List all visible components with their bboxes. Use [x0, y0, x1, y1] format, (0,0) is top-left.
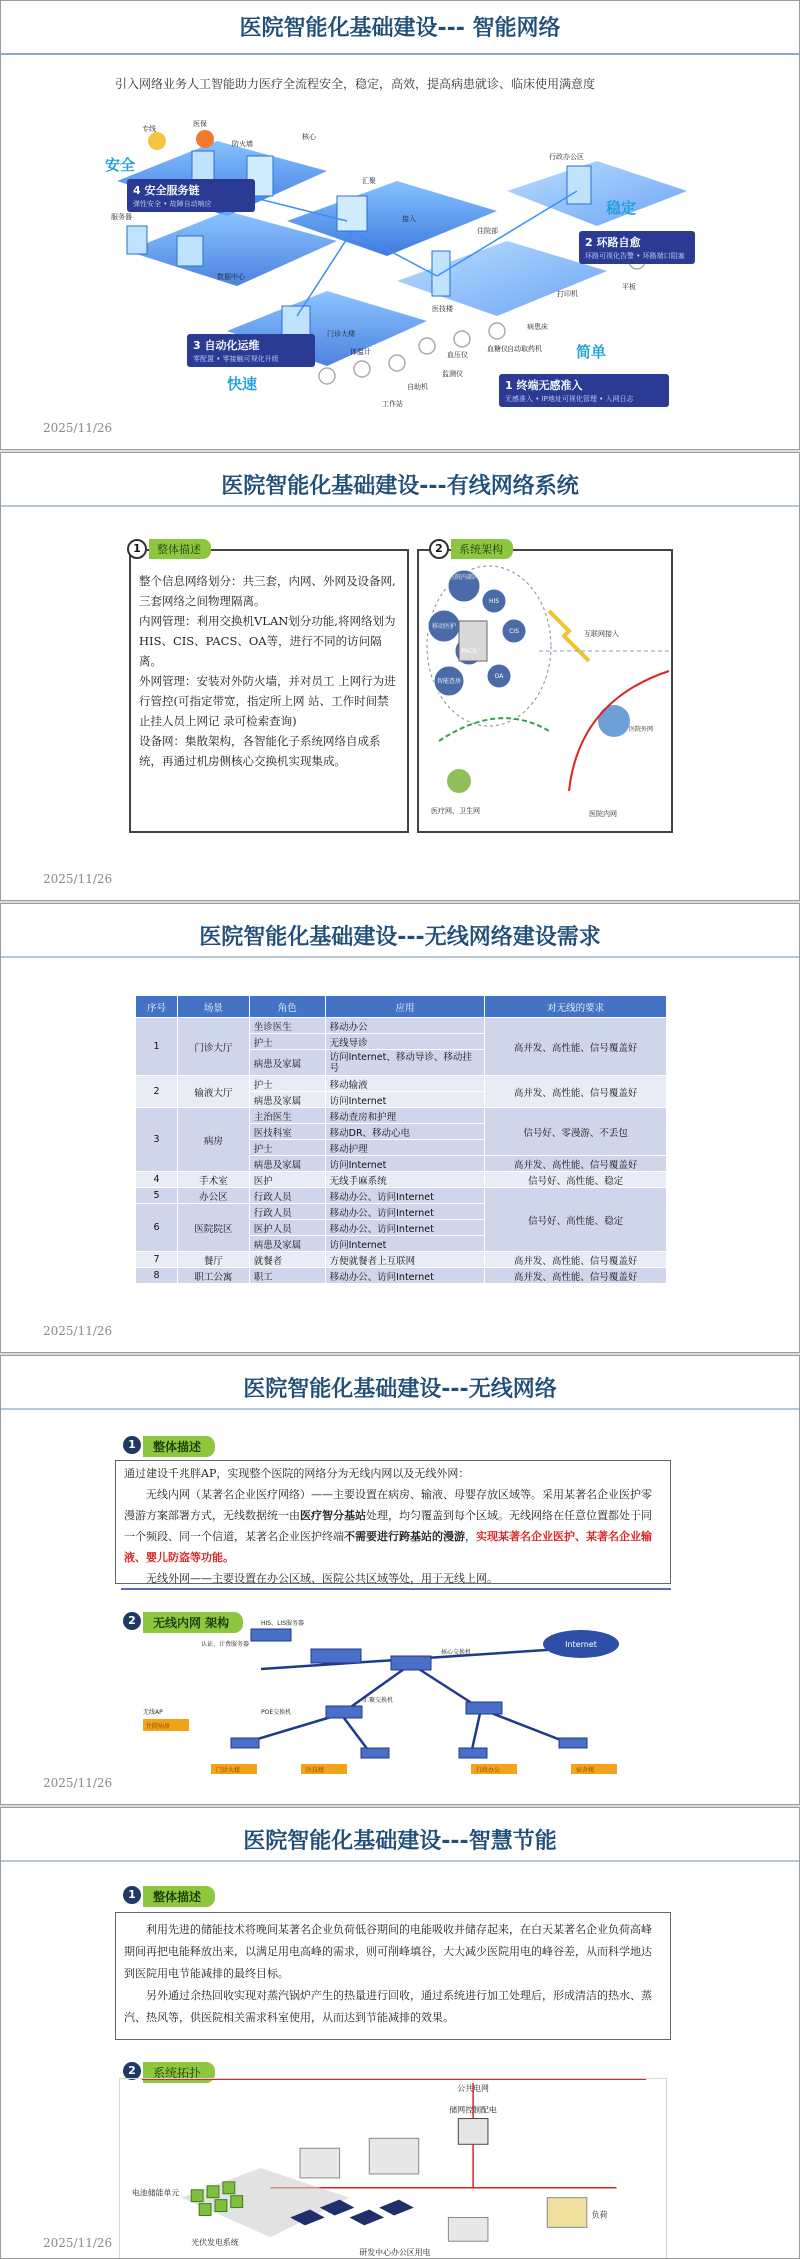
node-label: 移动医护	[431, 623, 457, 630]
table-header-row	[136, 996, 667, 1018]
paragraph: 内网管理：利用交换机VLAN划分功能,将网络划为HIS、CIS、PACS、OA等，进行不同的访问隔离。	[139, 614, 396, 668]
card-sub: 弹性安全 • 故障自动响应	[133, 200, 212, 208]
cell-scene: 病房	[177, 1108, 249, 1172]
card-loop-self-heal	[579, 231, 695, 264]
title-divider	[1, 505, 799, 507]
cell-role: 护士	[249, 1076, 325, 1092]
energy-topology-diagram	[119, 2078, 667, 2259]
intro-text: 引入网络业务人工智能助力医疗全流程安全，稳定，高效，提高病患就诊、临床使用满意度	[115, 77, 596, 91]
cell-app: 移动办公	[325, 1018, 485, 1034]
slide-title: 医院智能化基础建设---无线网络	[243, 1377, 557, 1402]
slide-date: 2025/11/26	[43, 1776, 113, 1790]
cell-no: 1	[136, 1018, 178, 1076]
card-title: 4 安全服务链	[133, 184, 200, 197]
node-label: 病患床	[527, 323, 548, 331]
cell-app: 方便就餐者上互联网	[325, 1252, 485, 1268]
node-label: 负荷	[591, 2210, 608, 2220]
table-row	[136, 1108, 667, 1124]
cell-app: 访问Internet、移动导诊、移动挂号	[325, 1050, 485, 1076]
node-label: 核心交换机	[441, 1649, 472, 1656]
cell-scene: 输液大厅	[177, 1076, 249, 1108]
cell-no: 7	[136, 1252, 178, 1268]
cell-no: 2	[136, 1076, 178, 1108]
cell-role: 医护	[249, 1172, 325, 1188]
node-label: 医疗网、卫生网	[431, 807, 480, 815]
node-label: 医院内部网	[448, 574, 480, 581]
node-label: 光伏发电系统	[191, 2238, 239, 2248]
card-auto-ops	[187, 334, 315, 367]
section-label: 整体描述	[143, 1436, 215, 1457]
node-label: HIS、LIS服务器	[261, 1620, 305, 1627]
section-number: 1	[123, 1886, 141, 1904]
divider-line	[121, 1588, 671, 1590]
slide-title: 医院智能化基础建设---有线网络系统	[221, 474, 579, 499]
table-row	[136, 1268, 667, 1284]
cell-role: 职工	[249, 1268, 325, 1284]
title-divider	[1, 956, 799, 958]
cell-role: 医技科室	[249, 1124, 325, 1140]
highlight-text: 实现某著名企业医护、某著名企业输液、婴儿防盗等功能。	[124, 1530, 652, 1564]
node-label: 医技楼	[432, 305, 453, 313]
node-label: CIS	[509, 628, 519, 635]
cell-req: 高并发、高性能、信号覆盖好	[485, 1018, 667, 1076]
card-security-chain	[127, 179, 255, 212]
section-label: 整体描述	[149, 539, 211, 559]
cell-role: 坐诊医生	[249, 1018, 325, 1034]
cell-no: 6	[136, 1204, 178, 1252]
cell-app: 访问Internet	[325, 1236, 485, 1252]
cell-role: 主治医生	[249, 1108, 325, 1124]
node-label: 互联网接入	[584, 630, 619, 638]
table-header: 角色	[249, 996, 325, 1018]
card-title: 1 终端无感准入	[505, 379, 583, 392]
cell-app: 移动办公、访问Internet	[325, 1188, 485, 1204]
slide-title: 医院智能化基础建设---无线网络建设需求	[199, 925, 601, 950]
table-header: 场景	[177, 996, 249, 1018]
slide-date: 2025/11/26	[43, 421, 113, 435]
table-header: 对无线的要求	[485, 996, 667, 1018]
paragraph: 通过建设千兆胖AP，实现整个医院的网络分为无线内网以及无线外网：	[124, 1467, 470, 1480]
cell-req: 高并发、高性能、信号覆盖好	[485, 1076, 667, 1108]
text-span: 处理，均匀覆盖到每个区域。无线网络在任意位置都处于同一个频段、同一个信道，某著名企业医护终端	[124, 1509, 652, 1543]
cell-role: 病患及家属	[249, 1156, 325, 1172]
cell-no: 4	[136, 1172, 178, 1188]
slide-wireless-network	[0, 1355, 800, 1805]
node-label: 体温计	[350, 348, 371, 356]
slide-title: 医院智能化基础建设---智慧节能	[243, 1829, 557, 1854]
section-number: 2	[429, 539, 449, 559]
cell-app: 访问Internet	[325, 1156, 485, 1172]
node-label: 行政办公区	[549, 153, 584, 161]
cell-app: 移动查房和护理	[325, 1108, 485, 1124]
text-span: 医疗智分基站	[300, 1509, 366, 1522]
node-label: 住院部	[477, 227, 498, 235]
cell-req: 高并发、高性能、信号覆盖好	[485, 1156, 667, 1172]
node-label: 服务器	[111, 213, 132, 221]
cell-req: 信号好、高性能、稳定	[485, 1188, 667, 1252]
node-label: 自动取药机	[507, 345, 542, 353]
cell-scene: 手术室	[177, 1172, 249, 1188]
cell-app: 无线手麻系统	[325, 1172, 485, 1188]
paragraph: 设备网：集散架构，各智能化子系统网络自成系统，再通过机房侧核心交换机实现集成。	[139, 734, 381, 768]
cell-scene: 医院院区	[177, 1204, 249, 1252]
cell-no: 5	[136, 1188, 178, 1204]
text-span: ，	[465, 1530, 476, 1543]
table-row	[136, 1252, 667, 1268]
paragraph	[124, 1484, 662, 1568]
text-span: 无线内网（某著名企业医疗网络）——主要设置在病房、输液、母婴存放区域等。采用某著名企业医护零漫游方案部署方式，无线数据统一由	[124, 1488, 652, 1522]
cell-role: 行政人员	[249, 1204, 325, 1220]
node-label: 打印机	[557, 290, 578, 298]
title-divider	[1, 1860, 799, 1862]
section-number: 1	[123, 1436, 141, 1454]
paragraph: 另外通过余热回收实现对蒸汽锅炉产生的热量进行回收，通过系统进行加工处理后，形成清洁的热水、蒸汽、热风等，供医院相关需求科室使用，从而达到节能减排的效果。	[124, 1989, 652, 2024]
cell-no: 3	[136, 1108, 178, 1172]
slide-smart-energy	[0, 1807, 800, 2259]
cell-req: 高并发、高性能、信号覆盖好	[485, 1252, 667, 1268]
zone-label: 宿舍楼	[576, 1767, 595, 1774]
cell-app: 无线导诊	[325, 1034, 485, 1050]
node-label: 智能查房	[436, 678, 462, 685]
node-label: Internet	[565, 1640, 597, 1649]
paragraph: 外网管理：安装对外防火墙，并对员工 上网行为进行管控(可指定带宽，指定所上网 站、工作时间禁止挂人员上网记 录可检索查询)	[139, 674, 396, 728]
cell-role: 病患及家属	[249, 1236, 325, 1252]
cell-app: 移动护理	[325, 1140, 485, 1156]
card-sub: 无感准入 • IP地址可视化管理 • 入网日志	[505, 395, 634, 403]
node-label: 核心	[302, 133, 316, 141]
node-label: 无线AP	[143, 1709, 163, 1716]
node-label: 专线	[142, 125, 156, 133]
zone-label: 行政办公	[476, 1767, 501, 1774]
label-simple: 简单	[576, 343, 607, 361]
node-label: PACS	[461, 648, 477, 655]
cell-role: 行政人员	[249, 1188, 325, 1204]
section-label: 系统架构	[451, 539, 513, 559]
node-label: 研发中心办公区用电	[359, 2248, 431, 2258]
node-label: 汇聚	[362, 177, 376, 185]
node-label: 工作站	[382, 400, 403, 408]
cell-scene: 职工公寓	[177, 1268, 249, 1284]
paragraph: 整个信息网络划分：共三套，内网、外网及设备网,三套网络之间物理隔离。	[139, 574, 396, 608]
cell-role: 病患及家属	[249, 1092, 325, 1108]
node-label: HIS	[488, 598, 500, 605]
node-label: 接入	[402, 215, 416, 223]
cell-app: 移动办公、访问Internet	[325, 1204, 485, 1220]
description-text	[139, 571, 399, 771]
table-header: 应用	[325, 996, 485, 1018]
slide-wired-network	[0, 452, 800, 901]
zone-label: 住院病房	[146, 1723, 171, 1730]
section-label: 无线内网 架构	[143, 1612, 243, 1633]
node-label: 监测仪	[442, 370, 463, 378]
node-label: 医院外网	[629, 726, 654, 733]
cell-app: 访问Internet	[325, 1092, 485, 1108]
node-label: 公共电网	[457, 2083, 489, 2093]
cell-role: 护士	[249, 1034, 325, 1050]
slide-date: 2025/11/26	[43, 1324, 113, 1338]
label-safe: 安全	[105, 156, 136, 174]
cell-app: 移动办公、访问Internet	[325, 1268, 485, 1284]
cell-req: 高并发、高性能、信号覆盖好	[485, 1268, 667, 1284]
text-span: 不需要进行跨基站的漫游	[344, 1530, 465, 1543]
cell-app: 移动办公、访问Internet	[325, 1220, 485, 1236]
node-label: 认证、计费服务器	[201, 1641, 250, 1648]
section-label: 系统拓扑	[143, 2062, 215, 2083]
slide-smart-network	[0, 0, 800, 450]
node-label: POE交换机	[261, 1709, 292, 1716]
table-row	[136, 1018, 667, 1034]
node-label: 储网控制配电	[449, 2105, 497, 2115]
zone-label: 医技楼	[306, 1767, 325, 1774]
section-number: 2	[123, 2062, 141, 2080]
table-row	[136, 1172, 667, 1188]
description-box	[115, 1912, 671, 2040]
slide-date: 2025/11/26	[43, 2236, 113, 2250]
title-divider	[1, 1408, 799, 1410]
cell-role: 就餐者	[249, 1252, 325, 1268]
node-label: 医院内网	[589, 810, 617, 818]
node-label: 医保	[193, 120, 207, 128]
cell-role: 医护人员	[249, 1220, 325, 1236]
table-header: 序号	[136, 996, 178, 1018]
label-stable: 稳定	[606, 199, 637, 217]
cell-role: 病患及家属	[249, 1050, 325, 1076]
cell-role: 护士	[249, 1140, 325, 1156]
node-label: 汇聚交换机	[363, 1697, 394, 1704]
slide-title: 医院智能化基础建设--- 智能网络	[239, 16, 561, 41]
description-box	[115, 1460, 671, 1584]
cell-req: 信号好、高性能、稳定	[485, 1172, 667, 1188]
node-label: 门诊大楼	[327, 330, 355, 338]
cell-app: 移动DR、移动心电	[325, 1124, 485, 1140]
node-label: OA	[494, 673, 504, 680]
table-row	[136, 1076, 667, 1092]
section-number: 1	[127, 539, 147, 559]
wireless-architecture-diagram	[141, 1614, 671, 1774]
node-label: 防火墙	[232, 140, 253, 148]
card-sub: 零配置 • 零接触可视化升级	[193, 355, 279, 363]
paragraph: 利用先进的储能技术将晚间某著名企业负荷低谷期间的电能吸收并储存起来，在白天某著名企业负荷高峰期间再把电能释放出来，以满足用电高峰的需求，则可削峰填谷，大大减少医院用电的峰谷差，从而科学地达到医院用电节能减排的最终目标。	[124, 1923, 652, 1980]
architecture-box	[417, 549, 673, 833]
cell-req: 信号好、零漫游、不丢包	[485, 1108, 667, 1156]
cell-scene: 办公区	[177, 1188, 249, 1204]
card-sub: 环路可视化告警 • 环路端口阻塞	[585, 252, 685, 260]
slide-date: 2025/11/26	[43, 872, 113, 886]
node-label: 血糖仪	[487, 345, 508, 353]
paragraph: 无线外网——主要设置在办公区域、医院公共区域等处，用于无线上网。	[146, 1572, 498, 1585]
section-label: 整体描述	[143, 1886, 215, 1907]
slide-wireless-requirements	[0, 903, 800, 1353]
requirements-table	[135, 995, 667, 1284]
card-noninductive-access	[499, 374, 669, 407]
cell-scene: 门诊大厅	[177, 1018, 249, 1076]
node-label: 血压仪	[447, 351, 468, 359]
node-label: 数据中心	[217, 273, 245, 281]
cell-scene: 餐厅	[177, 1252, 249, 1268]
node-label: 电池储能单元	[131, 2188, 180, 2198]
architecture-diagram	[419, 551, 671, 831]
table-row	[136, 1188, 667, 1204]
node-label: 自助机	[407, 383, 428, 391]
label-fast: 快速	[227, 375, 258, 393]
card-title: 3 自动化运维	[193, 339, 260, 352]
card-title: 2 环路自愈	[585, 236, 641, 249]
cell-app: 移动输液	[325, 1076, 485, 1092]
title-divider	[1, 53, 799, 55]
node-label: 平板	[622, 283, 636, 291]
zone-label: 门诊大楼	[216, 1767, 241, 1774]
cell-no: 8	[136, 1268, 178, 1284]
section-number: 2	[123, 1612, 141, 1630]
description-box	[129, 549, 409, 833]
